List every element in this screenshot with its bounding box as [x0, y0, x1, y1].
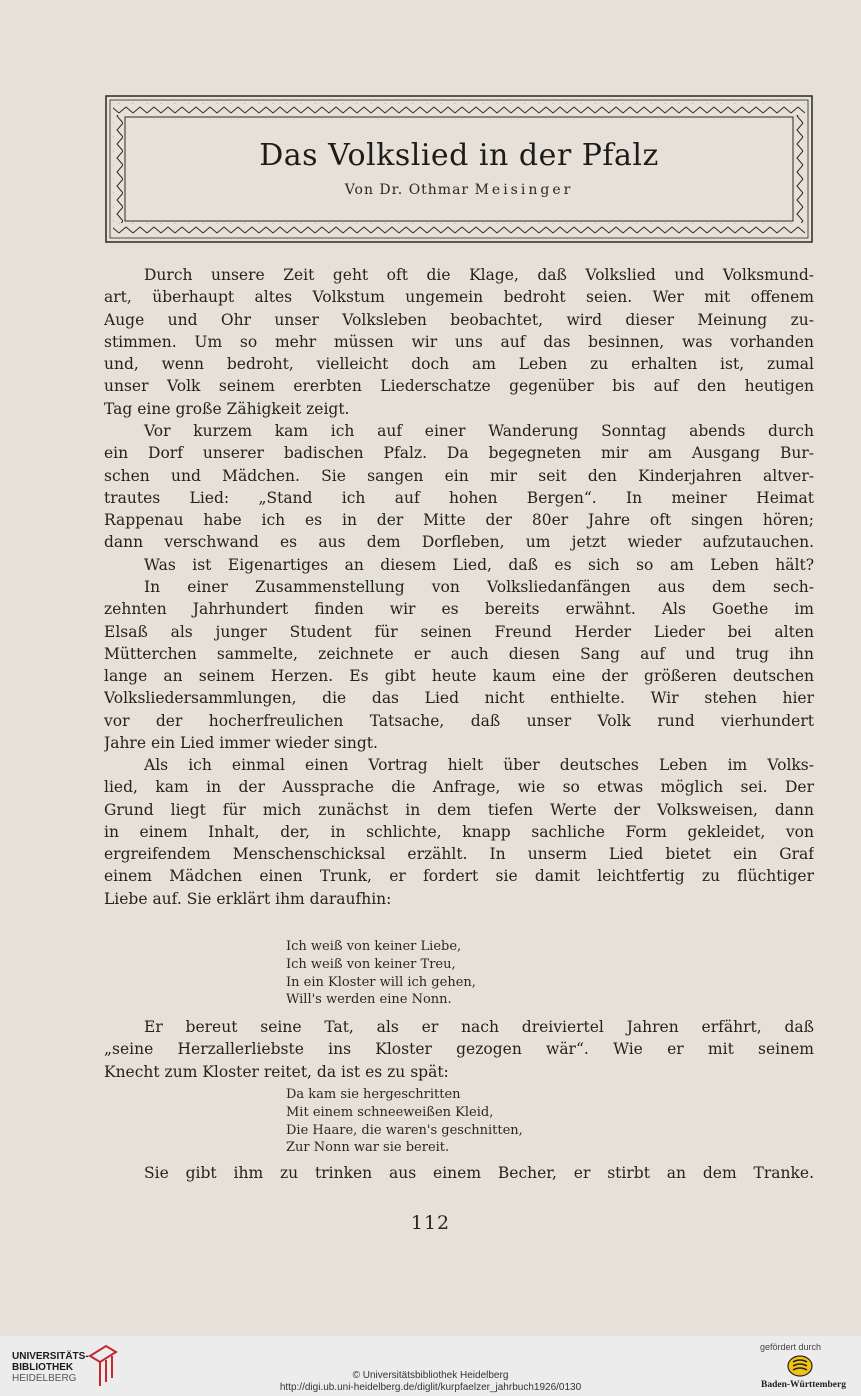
verse-line: Will's werden eine Nonn.: [286, 992, 452, 1008]
text-line: Tag eine große Zähigkeit zeigt.: [104, 399, 350, 418]
verse-line: Die Haare, die waren's geschnitten,: [286, 1122, 523, 1138]
text-line: Volksliedersammlungen, die das Lied nicht enthielte. Wir stehen hier: [104, 689, 814, 708]
paragraph-2: [104, 420, 814, 554]
paragraph-4: [104, 576, 814, 754]
text-line: und, wenn bedroht, vielleicht doch am Leben zu erhalten ist, zumal: [104, 355, 814, 374]
page-title: Das Volkslied in der Pfalz: [259, 138, 659, 173]
text-line: dann verschwand es aus dem Dorfleben, um jetzt wieder aufzutauchen.: [104, 533, 814, 552]
text-line: lied, kam in der Aussprache die Anfrage, wie so etwas möglich sei. Der: [104, 778, 814, 797]
library-line-3: HEIDELBERG: [12, 1373, 77, 1384]
text-line: Durch unsere Zeit geht oft die Klage, daß Volkslied und Volksmund-: [144, 266, 814, 284]
text-line: in einem Inhalt, der, in schlichte, knapp sachliche Form gekleidet, von: [104, 822, 814, 841]
library-line-2: BIBLIOTHEK: [12, 1362, 74, 1373]
verse-2: [286, 1086, 523, 1157]
text-line: Als ich einmal einen Vortrag hielt über deutsches Leben im Volks-: [144, 756, 814, 774]
header-box: [105, 95, 813, 243]
state-emblem-icon: [786, 1354, 814, 1378]
verse-line: Mit einem schneeweißen Kleid,: [286, 1104, 494, 1120]
text-line: Rappenau habe ich es in der Mitte der 80er Jahre oft singen hören;: [104, 511, 814, 530]
text-line: Sie gibt ihm zu trinken aus einem Becher, er stirbt an dem Tranke.: [144, 1164, 814, 1182]
page-number: 112: [410, 1212, 451, 1234]
text-line: trautes Lied: „Stand ich auf hohen Bergen“. In meiner Heimat: [104, 488, 814, 507]
text-line: ergreifendem Menschenschicksal erzählt. In unserm Lied bietet ein Graf: [104, 845, 814, 864]
paragraph-7: [104, 1162, 814, 1184]
text-line: Was ist Eigenartiges an diesem Lied, daß es sich so am Leben hält?: [144, 556, 814, 574]
text-line: einem Mädchen einen Trunk, er fordert sie damit leichtfertig zu flüchtiger: [104, 867, 814, 886]
paragraph-3: [104, 554, 814, 576]
author-prefix: Von Dr. Othmar: [344, 182, 470, 198]
text-line: stimmen. Um so mehr müssen wir uns auf das besinnen, was vorhanden: [104, 332, 814, 351]
paragraph-1: [104, 264, 814, 420]
text-line: lange an seinem Herzen. Es gibt heute kaum eine der größeren deutschen: [104, 667, 814, 686]
verse-line: Ich weiß von keiner Liebe,: [286, 939, 462, 954]
text-line: schen und Mädchen. Sie sangen ein mir seit den Kinderjahren altver-: [104, 466, 814, 485]
permalink[interactable]: http://digi.ub.uni-heidelberg.de/diglit/kurpfaelzer_jahrbuch1926/0130: [279, 1382, 582, 1393]
verse-line: Ich weiß von keiner Treu,: [286, 956, 456, 972]
text-line: Grund liegt für mich zunächst in dem tiefen Werte der Volksweisen, dann: [104, 800, 814, 819]
text-line: „seine Herzallerliebste ins Kloster gezogen wär“. Wie er mit seinem: [104, 1040, 814, 1059]
copyright-block: [0, 1370, 861, 1394]
copyright-text: © Universitätsbibliothek Heidelberg: [352, 1370, 509, 1381]
text-line: unser Volk seinem ererbten Liederschatze gegenüber bis auf den heutigen: [104, 377, 814, 396]
text-line: In einer Zusammenstellung von Volksliedanfängen aus dem sech-: [144, 578, 814, 596]
verse-line: Da kam sie hergeschritten: [286, 1087, 461, 1102]
text-line: Vor kurzem kam ich auf einer Wanderung Sonntag abends durch: [144, 422, 814, 440]
text-line: Knecht zum Kloster reitet, da ist es zu spät:: [104, 1062, 449, 1081]
text-line: Liebe auf. Sie erklärt ihm daraufhin:: [104, 889, 392, 908]
text-line: Jahre ein Lied immer wieder singt.: [104, 734, 378, 753]
paragraph-6: [104, 1016, 814, 1083]
library-line-1: UNIVERSITÄTS-: [12, 1351, 89, 1362]
text-line: Mütterchen sammelte, zeichnete er auch diesen Sang auf und trug ihn: [104, 644, 814, 663]
sponsor-name: Baden-Württemberg: [761, 1380, 846, 1390]
verse-line: Zur Nonn war sie bereit.: [286, 1140, 450, 1156]
footer-bar: [0, 1336, 861, 1396]
text-line: Er bereut seine Tat, als er nach dreiviertel Jahren erfährt, daß: [144, 1018, 814, 1036]
text-line: art, überhaupt altes Volkstum ungemein bedroht seien. Wer mit offenem: [104, 288, 814, 307]
author-line: [105, 182, 813, 198]
text-line: zehnten Jahrhundert finden wir es bereits erwähnt. Als Goethe im: [104, 600, 814, 619]
paragraph-5: [104, 754, 814, 910]
verse-line: In ein Kloster will ich gehen,: [286, 974, 476, 990]
text-line: vor der hocherfreulichen Tatsache, daß unser Volk rund vierhundert: [104, 711, 814, 730]
text-line: ein Dorf unserer badischen Pfalz. Da begegneten mir am Ausgang Bur-: [104, 444, 814, 463]
text-line: Auge und Ohr unser Volksleben beobachtet, wird dieser Meinung zu-: [104, 310, 814, 329]
verse-1: [286, 938, 476, 1009]
sponsor-label: gefördert durch: [760, 1342, 822, 1352]
author-name: Meisinger: [474, 182, 574, 198]
text-line: Elsaß als junger Student für seinen Freund Herder Lieder bei alten: [104, 622, 814, 641]
